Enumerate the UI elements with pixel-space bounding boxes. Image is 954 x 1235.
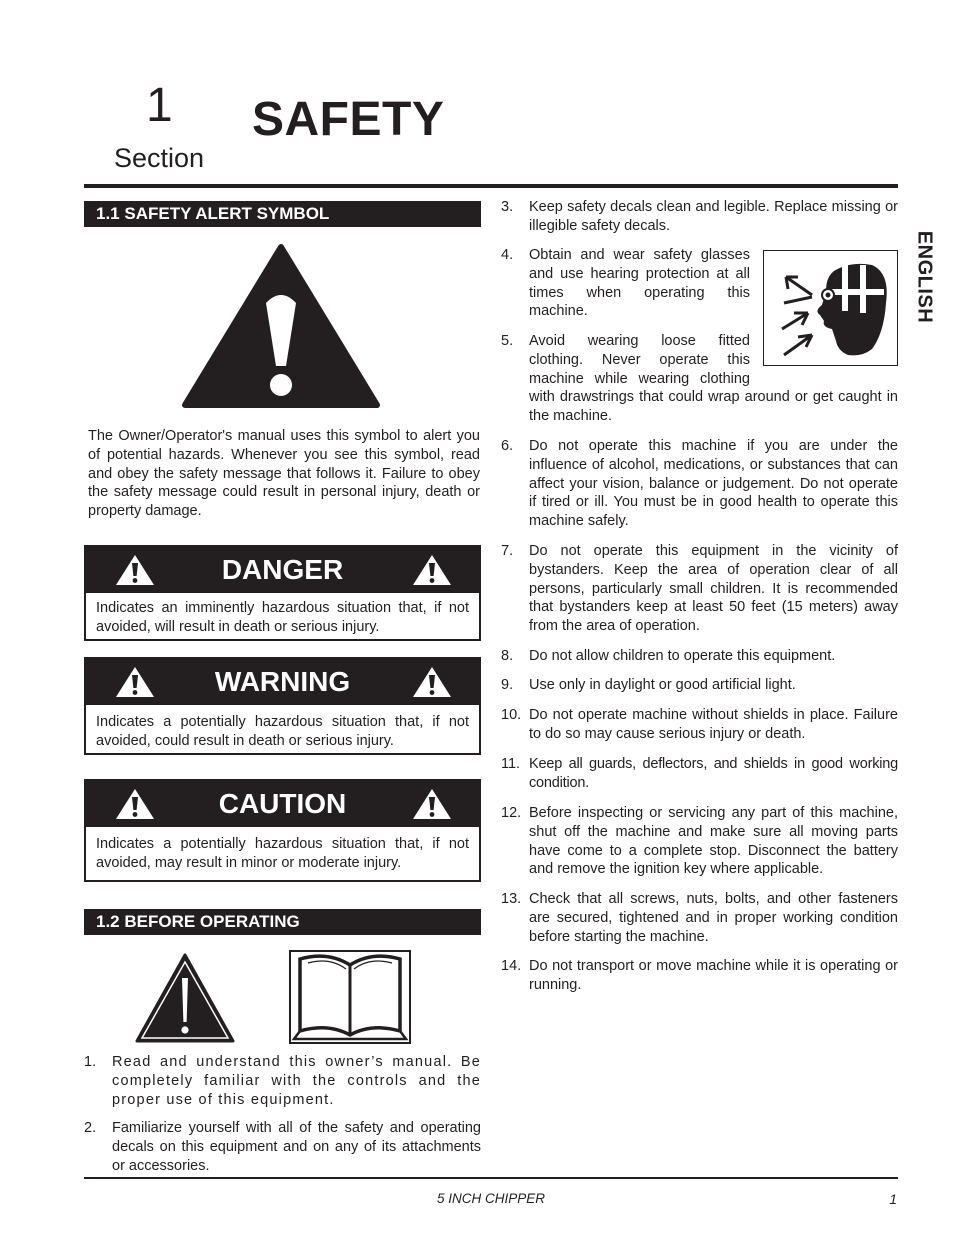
list-item-number: 10. [501,707,522,723]
list-item [501,755,898,793]
list-item [84,1053,481,1109]
list-item [501,804,898,879]
caution-label: CAUTION [218,788,347,819]
list-item [501,890,898,946]
list-item [501,957,898,995]
list-item-number: 1. [84,1054,97,1070]
language-tab [906,222,942,332]
warning-box [84,657,481,755]
list-item [501,706,898,744]
safety-alert-triangle-icon [134,952,236,1044]
page-number: 1 [889,1191,897,1207]
list-item [501,647,898,666]
list-item-text: Avoid wearing loose fitted clothing. Never operate this machine while wearing clothing with drawstrings that could wrap around or get caught in the machine. [529,333,898,425]
danger-label: DANGER [221,554,344,585]
danger-header [86,547,479,593]
section-label: Section [114,143,205,173]
list-item-text: Read and understand this owner’s manual. Be completely familiar with the controls and the proper use of this equipment. [112,1054,481,1108]
list-item-number: 5. [501,333,514,349]
list-item-number: 7. [501,543,514,559]
list-item-text: Familiarize yourself with all of the safety and operating decals on this equipment and on any of its attachments or accessories. [112,1120,481,1174]
list-item-text: Check that all screws, nuts, bolts, and other fasteners are secured, tightened and in proper working condition before starting the machine. [529,891,898,945]
list-item-number: 14. [501,958,522,974]
list-item-text: Do not operate machine without shields in place. Failure to do so may cause serious injury or death. [529,707,898,742]
section-heading-1-1: 1.1 SAFETY ALERT SYMBOL [84,201,481,227]
list-item-text: Before inspecting or servicing any part of this machine, shut off the machine and make sure all moving parts have come to a complete stop. Disconnect the battery and remove the ignition key where applicable. [529,805,898,878]
list-item [501,332,898,432]
danger-box [84,545,481,641]
header-rule [84,184,898,188]
list-item-number: 4. [501,247,514,263]
safety-alert-triangle-icon [182,243,380,409]
list-item [501,437,898,531]
caution-header [86,781,479,827]
list-item-text: Keep all guards, deflectors, and shields in good working condition. [529,756,898,791]
warning-header [86,659,479,705]
list-item-number: 2. [84,1120,97,1136]
list-item-text: Do not allow children to operate this equipment. [529,648,836,664]
warning-triangle-icon [411,553,453,587]
list-item-number: 6. [501,438,514,454]
list-item [501,246,750,321]
list-item-text: Do not operate this machine if you are under the influence of alcohol, medications, or substances that can affect your vision, balance or judgement. Do not operate if tired or ill. You must be in good health to operate this machine safely. [529,438,898,530]
list-item-number: 11. [501,756,521,772]
list-item-text: Obtain and wear safety glasses and use hearing protection at all times when operating this machine. [529,247,750,320]
section-number: 1 [146,79,173,132]
list-item-text: Do not operate this equipment in the vicinity of bystanders. Keep the area of operation clear of all persons, particularly small children. It is recommended that bystanders keep at least 50 feet (15 meters) away from the area of operation. [529,543,898,635]
list-item-text: Use only in daylight or good artificial light. [529,677,796,693]
list-item-number: 13. [501,891,522,907]
footer-title: 5 INCH CHIPPER [436,1191,546,1206]
footer-rule [84,1177,898,1179]
warning-triangle-icon [411,787,453,821]
list-item-text: Do not transport or move machine while it is operating or running. [529,958,898,993]
list-item-number: 3. [501,199,514,215]
caution-text: Indicates a potentially hazardous situation that, if not avoided, may result in minor or moderate injury. [96,836,469,871]
warning-text: Indicates a potentially hazardous situation that, if not avoided, could result in death or serious injury. [96,714,469,749]
danger-text: Indicates an imminently hazardous situation that, if not avoided, will result in death or serious injury. [96,600,469,635]
manual-book-icon [288,949,412,1045]
list-item [501,676,898,695]
language-tab-label: ENGLISH [913,230,936,324]
list-item-number: 9. [501,677,514,693]
safety-alert-paragraph: The Owner/Operator's manual uses this symbol to alert you of potential hazards. Whenever you see this symbol, read and obey the safety message that follows it. Failure to obey the safety message could result in personal injury, death or property damage. [88,428,480,520]
list-item [501,198,898,236]
warning-triangle-icon [411,665,453,699]
list-item-number: 8. [501,648,514,664]
list-item [501,542,898,636]
list-item-number: 12. [501,805,522,821]
section-heading-1-2: 1.2 BEFORE OPERATING [84,909,481,935]
list-item [84,1119,481,1175]
warning-label: WARNING [214,666,351,697]
page-title: SAFETY [252,93,445,146]
caution-box [84,779,481,882]
list-item-text: Keep safety decals clean and legible. Replace missing or illegible safety decals. [529,199,898,234]
